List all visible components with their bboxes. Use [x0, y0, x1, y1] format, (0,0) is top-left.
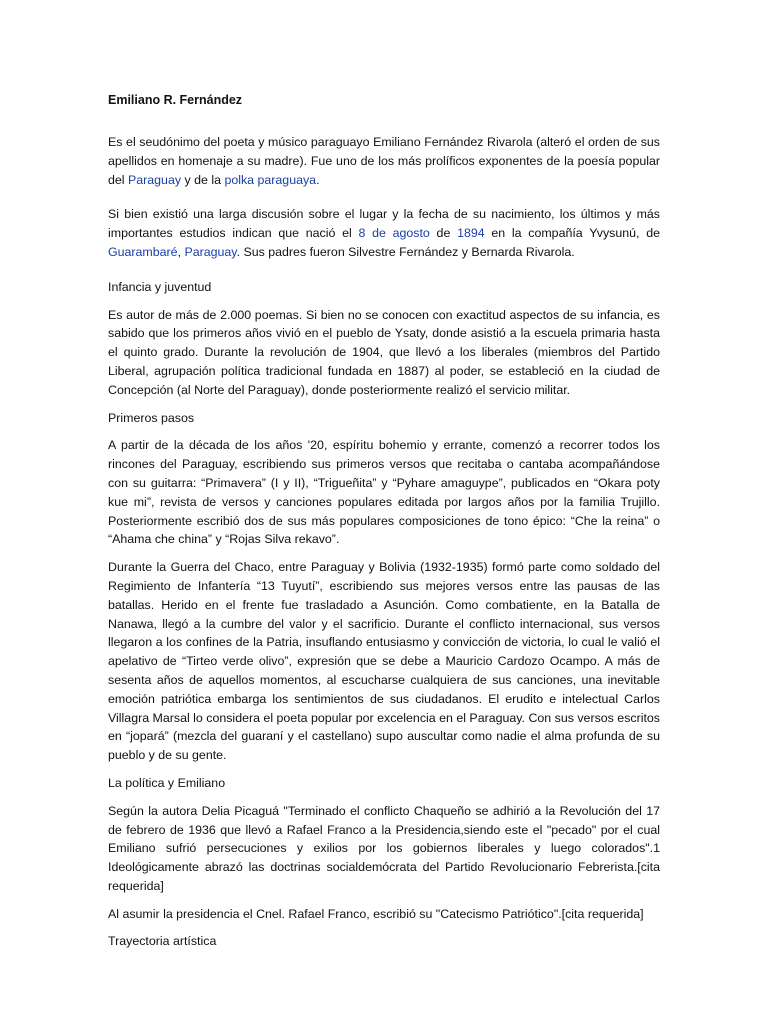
link-guarambare[interactable]: Guarambaré — [108, 244, 178, 259]
section-heading-infancia: Infancia y juventud — [108, 279, 212, 294]
text-run: . Sus padres fueron Silvestre Fernández y Bernarda Rivarola. — [236, 244, 575, 259]
link-paraguay[interactable]: Paraguay — [127, 172, 182, 187]
text-run: Es el seudónimo del poeta y músico paraguayo Emiliano Fernández Rivarola (alteró el orden de sus apellidos en homenaje a su madre). Fue uno de los más prolíficos exponentes de la poesía popular del — [108, 135, 660, 187]
text-run: , — [177, 244, 185, 259]
link-polka-paraguaya[interactable]: polka paraguaya — [224, 172, 317, 187]
link-8-de-agosto[interactable]: 8 de agosto — [358, 226, 430, 241]
text-run: . — [316, 172, 320, 187]
text-run: en la compañía Yvysunú, de — [484, 226, 660, 241]
text-run: y de la — [181, 172, 225, 187]
paragraph-primeros-pasos: A partir de la década de los años '20, espíritu bohemio y errante, comenzó a recorrer todos los rincones del Paraguay, escribiendo sus primeros versos que recitaba o cantaba acompañándose con su guitarra: “Primavera” (I y II), “Trigueñita” y “Pyhare amaguype”, publicados en “Okara poty kue mi”, revista de versos y canciones populares editada por largos años por la familia Trujillo. Posteriormente escribió dos de sus más populares composiciones de tono épico: “Che la reina” o “Ahama che china” y “Rojas Silva rekavo”. — [108, 438, 660, 547]
link-1894[interactable]: 1894 — [457, 226, 485, 241]
section-heading-primeros-pasos: Primeros pasos — [108, 410, 195, 425]
paragraph-guerra-chaco: Durante la Guerra del Chaco, entre Paraguay y Bolivia (1932-1935) formó parte como soldado del Regimiento de Infantería “13 Tuyutí”, escribiendo sus mejores versos entre las pausas de las batallas. Herido en el frente fue trasladado a Asunción. Como combatiente, en la Batalla de Nanawa, llegó a la cumbre del valor y el sacrificio. Durante el conflicto internacional, sus versos llegaron a los confines de la Patria, insuflando entusiasmo y convicción de victoria, lo cual le valió el apelativo de “Tirteo verde olivo”, expresión que se debe a Mauricio Cardozo Ocampo. A más de sesenta años de aquellos momentos, al escucharse cualquiera de sus canciones, una inevitable emoción patriótica embarga los sentimientos de sus ciudadanos. El erudito e intelectual Carlos Villagra Marsal lo considera el poeta popular por excelencia en el Paraguay. Con sus versos escritos en “jopará” (mezcla del guaraní y el castellano) supo auscultar como nadie el alma profunda de su pueblo y de su gente. — [108, 560, 660, 763]
paragraph-birth — [108, 205, 660, 261]
text-run: Si bien existió una larga discusión sobre el lugar y la fecha de su nacimiento, los últimos y más importantes estudios indican que nació el — [108, 207, 660, 241]
section-heading-politica: La política y Emiliano — [108, 775, 226, 790]
section-heading-trayectoria: Trayectoria artística — [108, 934, 217, 949]
text-run: de — [429, 226, 458, 241]
document-title: Emiliano R. Fernández — [108, 93, 243, 107]
paragraph-politica: Según la autora Delia Picaguá "Terminado el conflicto Chaqueño se adhirió a la Revolución del 17 de febrero de 1936 que llevó a Rafael Franco a la Presidencia,siendo este el "pecado" por el cual Emiliano sufrió persecuciones y exilios por los gobiernos liberales y luego colorados".1 Ideológicamente abrazó las doctrinas socialdemócrata del Partido Revolucionario Febrerista.[cita requerida] — [108, 803, 660, 893]
paragraph-intro — [108, 133, 660, 189]
paragraph-catecismo: Al asumir la presidencia el Cnel. Rafael Franco, escribió su "Catecismo Patriótico".[cita requerida] — [108, 906, 644, 921]
link-paraguay-2[interactable]: Paraguay — [184, 244, 237, 259]
paragraph-infancia: Es autor de más de 2.000 poemas. Si bien no se conocen con exactitud aspectos de su infancia, es sabido que los primeros años vivió en el pueblo de Ysaty, donde asistió a la escuela primaria hasta el quinto grado. Durante la revolución de 1904, que llevó a los liberales (miembros del Partido Liberal, agrupación política tradicional fundada en 1887) al poder, se estableció en la ciudad de Concepción (al Norte del Paraguay), donde posteriormente realizó el servicio militar. — [108, 307, 660, 397]
